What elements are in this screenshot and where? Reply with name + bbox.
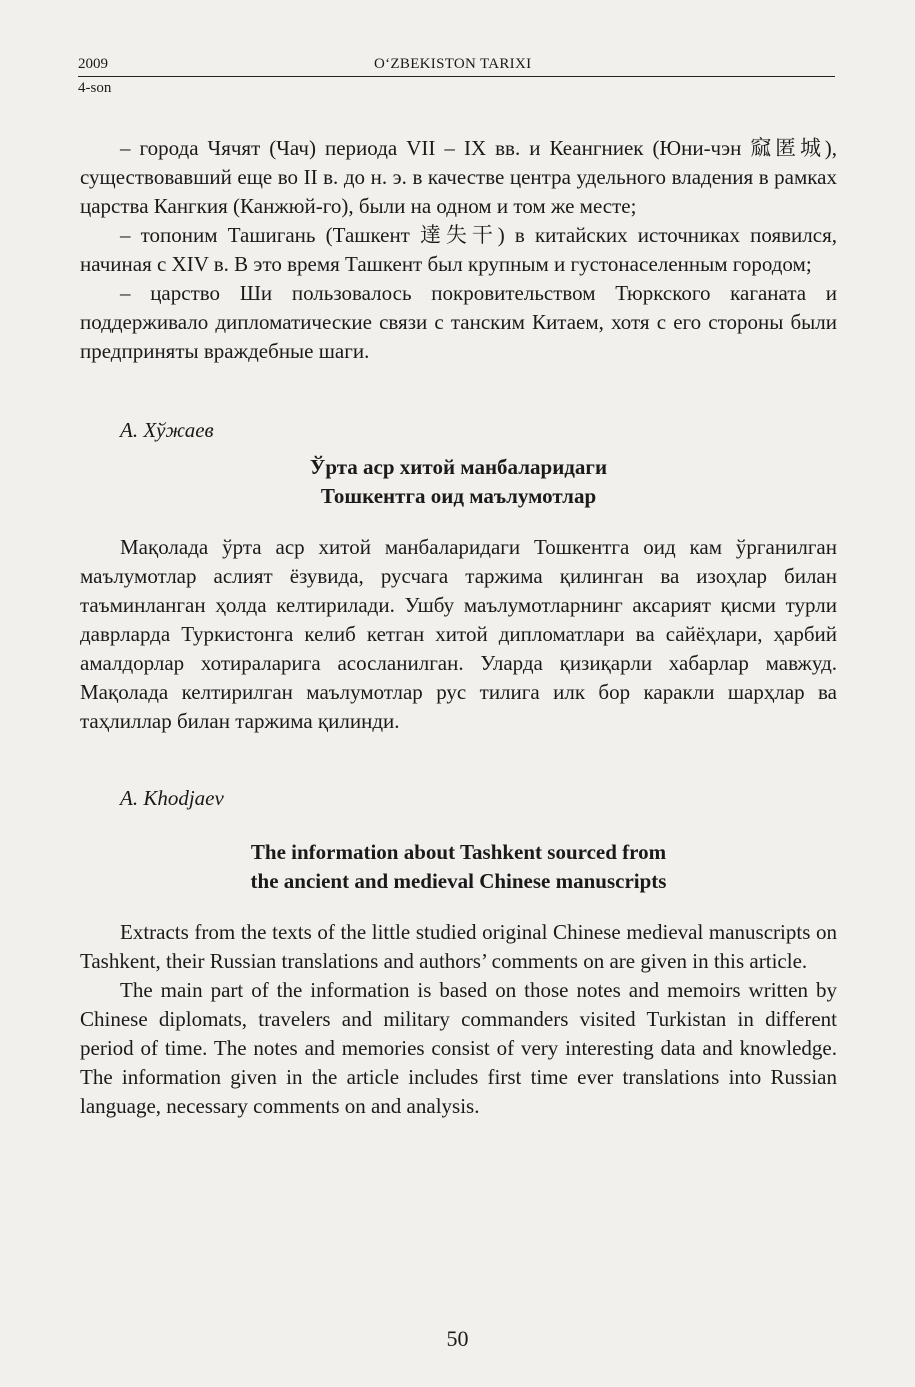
header-rule bbox=[78, 76, 835, 77]
russian-paragraph: – царство Ши пользовалось покровительством Тюркского каганата и поддерживало дипломатические связи с танским Китаем, хотя с его стороны были предприняты враждебные шаги. bbox=[80, 281, 837, 363]
english-title-line-2: the ancient and medieval Chinese manuscripts bbox=[250, 869, 667, 893]
english-title-line-1: The information about Tashkent sourced from bbox=[250, 840, 667, 864]
english-abstract: Extracts from the texts of the little studied original Chinese medieval manuscripts on Tashkent, their Russian translations and authors’ comments on are given in this article. bbox=[80, 920, 837, 973]
page-number: 50 bbox=[446, 1326, 469, 1351]
header-issue: 4-son bbox=[78, 80, 112, 96]
english-abstract: The main part of the information is based on those notes and memoirs written by Chinese diplomats, travelers and military commanders visited Turkistan in different period of time. The notes and memories consist of very interesting data and knowledge. The information given in the article includes first time ever translations into Russian language, necessary comments on and analysis. bbox=[80, 978, 837, 1118]
page-body bbox=[80, 134, 837, 1121]
header-year: 2009 bbox=[78, 56, 108, 72]
russian-author: А. Хўжаев bbox=[120, 418, 214, 442]
russian-paragraph: – топоним Ташигань (Ташкент 達失干) в китайских источниках появился, начиная с XIV в. В это время Ташкент был крупным и густонаселенным городом; bbox=[80, 223, 837, 276]
uzbek-title-line-1: Ўрта аср хитой манбаларидаги bbox=[309, 455, 608, 479]
russian-paragraph: – города Чячят (Чач) периода VII – IX вв. и Кеангниек (Юни-чэн 窳匿城), существовавший еще во II в. до н. э. в качестве центра удельного владения в рамках царства Кангкия (Канжюй-го), были на одном и том же месте; bbox=[80, 136, 837, 218]
uzbek-abstract: Мақолада ўрта аср хитой манбаларидаги Тошкентга оид кам ўрганилган маълумотлар аслият ёзувида, русчага таржима қилинган ва изоҳлар билан таъминланган ҳолда келтирилади. Ушбу маълумотларнинг аксарият қисми турли даврларда Туркистонга келиб кетган хитой дипломатлари ва сайёҳлари, ҳарбий амалдорлар хотираларига асосланилган. Уларда қизиқарли хабарлар мавжуд. Мақолада келтирилган маълумотлар рус тилига илк бор каракли шарҳлар ва таҳлиллар билан таржима қилинди. bbox=[80, 535, 837, 733]
journal-title: O‘ZBEKISTON TARIXI bbox=[374, 56, 532, 72]
english-author: A. Khodjaev bbox=[120, 786, 224, 810]
uzbek-title-line-2: Тошкентга оид маълумотлар bbox=[320, 484, 597, 508]
